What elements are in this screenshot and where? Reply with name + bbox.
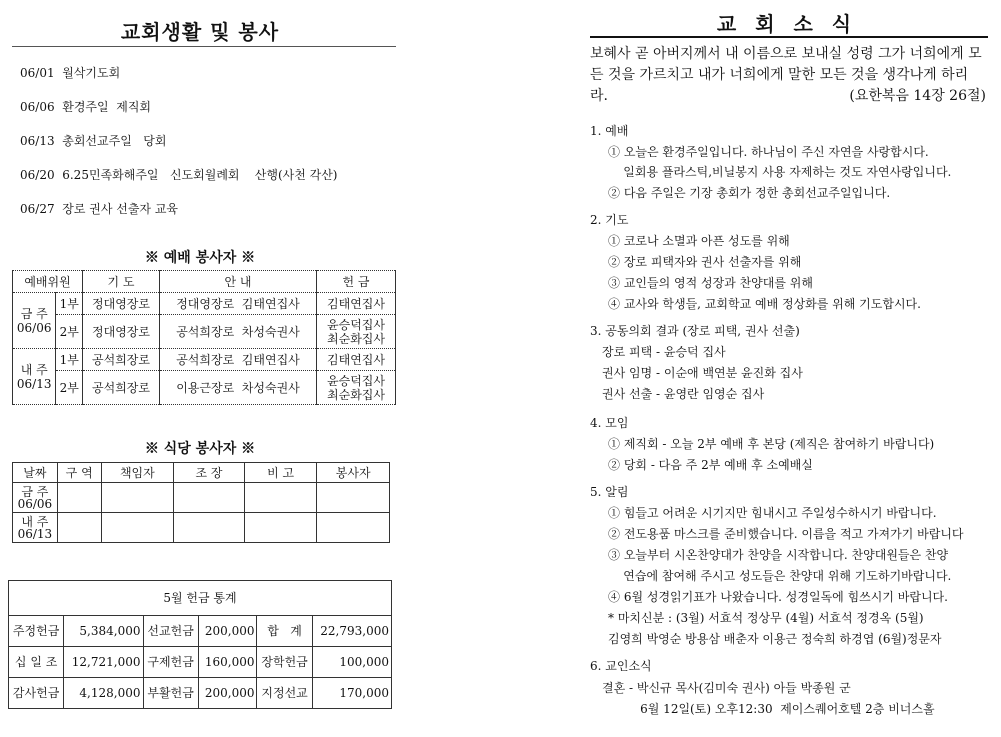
list-item: 김영희 박영순 방용삼 배춘자 이용근 정숙희 하경엽 (6월)정문자 [608, 632, 942, 646]
list-item: 장로 피택 - 윤승덕 집사 [602, 345, 726, 359]
list-item: ④ 6월 성경읽기표가 나왔습니다. 성경일독에 힘쓰시기 바랍니다. [608, 590, 948, 604]
table-row: 십 일 조 12,721,000 구제헌금 160,000 장학헌금 100,000 [9, 647, 392, 678]
table-row: 2부 공석희장로 이용근장로 차성숙권사 윤승덕집사 최순화집사 [13, 371, 396, 405]
table-row: 내 주 06/13 [13, 513, 390, 543]
section-title: 3. 공동의회 결과 (장로 피택, 권사 선출) [590, 324, 800, 338]
right-column [582, 0, 992, 737]
list-item: ④ 교사와 학생들, 교회학교 예배 정상화를 위해 기도합시다. [608, 297, 921, 311]
list-item: ② 장로 피택자와 권사 선출자를 위해 [608, 255, 802, 269]
table-row: 2부 정대영장로 공석희장로 차성숙권사 윤승덕집사 최순화집사 [13, 315, 396, 349]
list-item: ③ 교인들의 영적 성장과 찬양대를 위해 [608, 276, 813, 290]
list-item: 결혼 - 박신규 목사(김미숙 권사) 아들 박종원 군 [602, 681, 851, 695]
kitchen-volunteers-table: 날짜 구 역 책임자 조 장 비 고 봉사자 금 주 06/06 내 주 06/13 [12, 462, 390, 543]
page-title-left: 교회생활 및 봉사 [120, 20, 280, 44]
section-title: 4. 모임 [590, 416, 629, 430]
list-item: ① 오늘은 환경주일입니다. 하나님이 주신 자연을 사랑합시다. [608, 145, 929, 159]
list-item: 6월 12일(토) 오후12:30 제이스퀘어호텔 2층 비너스홀 [602, 702, 935, 716]
scripture-verse: 보혜사 곧 아버지께서 내 이름으로 보내실 성령 그가 너희에게 모든 것을 가르치고 내가 너희에게 말한 모든 것을 생각나게 하리라. (요한복음 14장 26절) [590, 44, 986, 107]
list-item: 연습에 참여해 주시고 성도들은 찬양대 위해 기도하기바랍니다. [608, 569, 952, 583]
table-row: 금 주 06/06 1부 정대영장로 정대영장로 김태연집사 김태연집사 [13, 293, 396, 315]
left-column [0, 0, 400, 737]
list-item: ② 당회 - 다음 주 2부 예배 후 소예배실 [608, 458, 813, 472]
list-item: ① 코로나 소멸과 아픈 성도를 위해 [608, 234, 790, 248]
section-title: 5. 알림 [590, 485, 629, 499]
scripture-reference: (요한복음 14장 26절) [849, 88, 986, 104]
section-title: 2. 기도 [590, 213, 629, 227]
list-item: ① 힘들고 어려운 시기지만 힘내시고 주일성수하시기 바랍니다. [608, 506, 937, 520]
offering-statistics-table: 5월 헌금 통계 주정헌금 5,384,000 선교헌금 200,000 합 계 22,793,000 십 일 조 12,721,000 구제헌금 160,000 장학헌금 100,000 감사헌금 4,128,000 부활헌금 200,000 지정선교 170,000 [8, 580, 392, 709]
worship-volunteers-table: 예배위원 기 도 안 내 헌 금 금 주 06/06 1부 정대영장로 정대영장로 김태연집사 김태연집사 2부 정대영장로 공석희장로 차성숙권사 윤승덕집사 최순화집사 내 주 06/13 1부 공석희장로 공석희장로 김태연집사 김태연집사 2부 공석희장로 이용근장로 차성숙권사 윤승덕집사 최순화집사 [12, 270, 396, 405]
table-row: 주정헌금 5,384,000 선교헌금 200,000 합 계 22,793,000 [9, 616, 392, 647]
list-item: ② 전도용품 마스크를 준비했습니다. 이름을 적고 가져가기 바랍니다 [608, 527, 964, 541]
kitchen-volunteers-title: ※ 식당 봉사자 ※ [144, 441, 256, 457]
list-item: ③ 오늘부터 시온찬양대가 찬양을 시작합니다. 찬양대원들은 찬양 [608, 548, 949, 562]
list-item: * 마치신분 : (3월) 서효석 정상무 (4월) 서효석 정경옥 (5월) [608, 611, 924, 625]
list-item: ② 다음 주일은 기장 총회가 정한 총회선교주일입니다. [608, 186, 891, 200]
list-item: 일회용 플라스틱,비닐봉지 사용 자제하는 것도 자연사랑입니다. [608, 165, 952, 179]
list-item: 권사 선출 - 윤영란 임영순 집사 [602, 387, 765, 401]
list-item: ① 제직회 - 오늘 2부 예배 후 본당 (제직은 참여하기 바랍니다) [608, 437, 935, 451]
schedule-item: 06/13 총회선교주일 당회 [20, 134, 167, 148]
schedule-item: 06/01 월삭기도회 [20, 66, 121, 80]
list-item: 권사 임명 - 이순애 백연분 윤진화 집사 [602, 366, 803, 380]
table-row: 내 주 06/13 1부 공석희장로 공석희장로 김태연집사 김태연집사 [13, 349, 396, 371]
schedule-item: 06/06 환경주일 제직회 [20, 100, 152, 114]
worship-volunteers-title: ※ 예배 봉사자 ※ [144, 250, 256, 266]
table-row: 감사헌금 4,128,000 부활헌금 200,000 지정선교 170,000 [9, 678, 392, 709]
table-row: 금 주 06/06 [13, 483, 390, 513]
section-title: 1. 예배 [590, 124, 629, 138]
title-divider [12, 46, 396, 47]
schedule-item: 06/20 6.25민족화해주일 신도회월례회 산행(사천 각산) [20, 168, 338, 182]
title-divider [590, 36, 988, 38]
schedule-item: 06/27 장로 권사 선출자 교육 [20, 202, 179, 216]
section-title: 6. 교인소식 [590, 659, 652, 673]
page-title-right: 교 회 소 식 [716, 12, 858, 36]
